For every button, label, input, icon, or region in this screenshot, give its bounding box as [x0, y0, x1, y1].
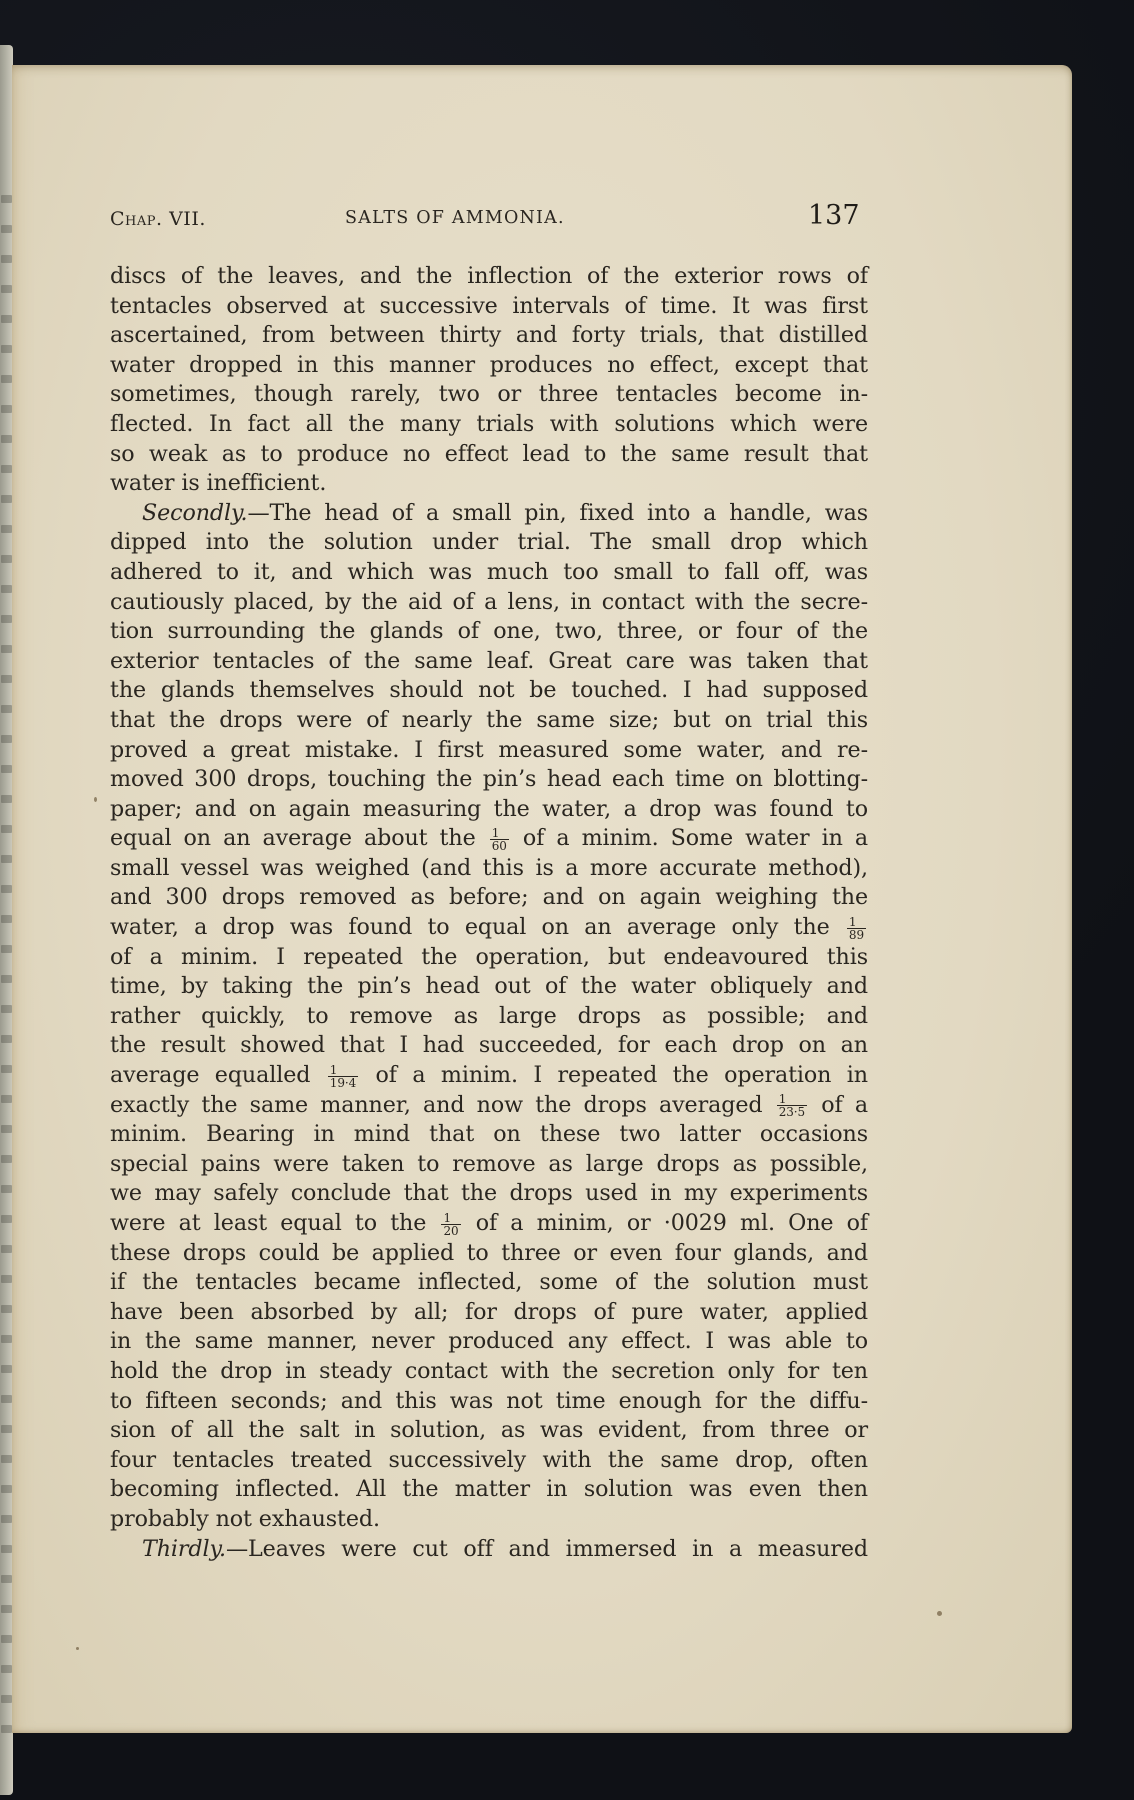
text-segment: to fifteen seconds; and this was not time enough for the diffu-	[110, 1387, 868, 1414]
ghost-text-line	[1, 825, 12, 833]
text-line	[110, 1505, 868, 1535]
text-segment: of a minim. I repeated the operation, but endeavoured this	[110, 943, 868, 970]
text-segment: sion of all the salt in solution, as was evident, from three or	[110, 1417, 868, 1444]
ghost-text-line	[1, 285, 12, 293]
ghost-text-line	[1, 1365, 12, 1373]
text-segment: of a	[809, 1091, 869, 1118]
body-text	[110, 262, 868, 1564]
fraction-numerator: 1	[490, 827, 509, 840]
text-segment: —The head of a small pin, fixed into a handle, was	[247, 499, 868, 526]
speck	[937, 1611, 942, 1616]
ghost-text-line	[1, 1485, 12, 1493]
text-segment: the glands themselves should not be touched. I had supposed	[110, 677, 868, 704]
ghost-text-line	[1, 705, 12, 713]
text-line	[110, 795, 868, 825]
text-line	[110, 528, 868, 558]
ghost-text-line	[1, 945, 12, 953]
fraction-denominator: 89	[848, 927, 864, 942]
text-line	[110, 765, 868, 795]
text-segment: we may safely conclude that the drops used in my experiments	[110, 1180, 868, 1207]
text-line	[110, 292, 868, 322]
ghost-text-line	[1, 1395, 12, 1403]
fraction-numerator: 1	[847, 916, 866, 929]
text-line	[110, 647, 868, 677]
ghost-text-line	[1, 555, 12, 563]
ghost-text-line	[1, 1575, 12, 1583]
ghost-text-line	[1, 1215, 12, 1223]
ghost-text-line	[1, 1425, 12, 1433]
text-segment: discs of the leaves, and the inflection of the exterior rows of	[110, 263, 868, 289]
ghost-text-line	[1, 435, 12, 443]
text-line	[110, 1327, 868, 1357]
ghost-text-line	[1, 1515, 12, 1523]
ghost-text-line	[1, 1605, 12, 1613]
text-line	[110, 1268, 868, 1298]
ghost-text-line	[1, 255, 12, 263]
ghost-text-line	[1, 675, 12, 683]
ghost-text-line	[1, 1545, 12, 1553]
fraction-numerator: 1	[328, 1064, 358, 1077]
fraction	[777, 1093, 807, 1118]
text-line	[110, 706, 868, 736]
fraction	[328, 1064, 358, 1089]
text-segment: water dropped in this manner produces no effect, except that	[110, 351, 868, 378]
chapter-label: Chap. VII.	[110, 208, 206, 230]
fraction-denominator: 20	[443, 1223, 459, 1238]
fraction	[490, 827, 509, 852]
text-line	[110, 1209, 868, 1239]
ghost-text-line	[1, 1155, 12, 1163]
text-line	[110, 913, 868, 943]
text-segment: adhered to it, and which was much too small to fall off, was	[110, 558, 868, 585]
text-segment: minim. Bearing in mind that on these two latter occasions	[110, 1121, 868, 1148]
fraction-denominator: 23·5	[778, 1105, 806, 1120]
text-line	[110, 469, 868, 499]
ghost-text-line	[1, 1005, 12, 1013]
speck	[76, 1647, 79, 1650]
text-line	[110, 321, 868, 351]
ghost-text-line	[1, 345, 12, 353]
text-line	[110, 1061, 868, 1091]
ghost-text-line	[1, 615, 12, 623]
ghost-text-line	[1, 735, 12, 743]
text-segment: flected. In fact all the many trials with solutions which were	[110, 410, 868, 437]
ghost-text-line	[1, 1305, 12, 1313]
text-segment: and 300 drops removed as before; and on again weighing the	[110, 884, 868, 911]
text-segment: sometimes, though rarely, two or three tentacles become in-	[110, 381, 868, 408]
ghost-text-line	[1, 465, 12, 473]
text-line	[110, 1120, 868, 1150]
text-line	[110, 854, 868, 884]
ghost-text-line	[1, 1335, 12, 1343]
text-segment: these drops could be applied to three or even four glands, and	[110, 1239, 868, 1266]
text-line	[110, 380, 868, 410]
text-segment: proved a great mistake. I first measured some water, and re-	[110, 736, 868, 763]
text-line	[110, 736, 868, 766]
ghost-text-line	[1, 1695, 12, 1703]
text-line	[110, 617, 868, 647]
ghost-text-line	[1, 1245, 12, 1253]
ghost-text-line	[1, 915, 12, 923]
ghost-text-line	[1, 1665, 12, 1673]
ghost-text-line	[1, 975, 12, 983]
text-line	[110, 410, 868, 440]
text-line	[110, 1179, 868, 1209]
text-line	[110, 558, 868, 588]
text-segment: exactly the same manner, and now the drops averaged	[110, 1091, 775, 1118]
ghost-text-line	[1, 1275, 12, 1283]
fraction-numerator: 1	[777, 1093, 807, 1106]
text-segment: special pains were taken to remove as large drops as possible,	[110, 1150, 868, 1177]
text-line	[110, 588, 868, 618]
text-line	[110, 440, 868, 470]
ghost-text-line	[1, 195, 12, 203]
paragraph-lead-in: Secondly.	[142, 499, 248, 526]
text-segment: water, a drop was found to equal on an average only the	[110, 914, 845, 941]
text-segment: average equalled	[110, 1062, 326, 1089]
text-line	[110, 972, 868, 1002]
speck	[94, 797, 97, 802]
ghost-text-line	[1, 1725, 12, 1733]
text-segment: tion surrounding the glands of one, two, three, or four of the	[110, 618, 868, 645]
running-title: SALTS OF AMMONIA.	[345, 208, 565, 228]
text-line	[110, 1357, 868, 1387]
text-line	[110, 883, 868, 913]
text-line	[110, 1002, 868, 1032]
text-segment: that the drops were of nearly the same size; but on trial this	[110, 706, 868, 733]
fraction	[441, 1212, 460, 1237]
text-segment: the result showed that I had succeeded, for each drop on an	[110, 1032, 868, 1059]
text-segment: so weak as to produce no effect lead to the same result that	[110, 440, 868, 467]
text-segment: probably not exhausted.	[110, 1505, 380, 1532]
ghost-text-line	[1, 495, 12, 503]
ghost-text-line	[1, 1185, 12, 1193]
text-line	[110, 1475, 868, 1505]
ghost-text-line	[1, 795, 12, 803]
text-segment: four tentacles treated successively with the same drop, often	[110, 1446, 868, 1473]
ghost-text-line	[1, 855, 12, 863]
ghost-text-line	[1, 765, 12, 773]
ghost-text-line	[1, 1035, 12, 1043]
page-number: 137	[808, 200, 860, 231]
ghost-text-line	[1, 375, 12, 383]
text-segment: ascertained, from between thirty and forty trials, that distilled	[110, 322, 868, 349]
text-segment: tentacles observed at successive intervals of time. It was first	[110, 292, 868, 319]
fraction	[847, 916, 866, 941]
text-line	[110, 262, 868, 292]
text-segment: small vessel was weighed (and this is a more accurate method),	[110, 854, 868, 881]
ghost-text-line	[1, 1635, 12, 1643]
text-line	[110, 351, 868, 381]
text-segment: rather quickly, to remove as large drops as possible; and	[110, 1002, 868, 1029]
text-segment: if the tentacles became inflected, some of the solution must	[110, 1269, 868, 1296]
text-line	[110, 1031, 868, 1061]
text-segment: cautiously placed, by the aid of a lens, in contact with the secre-	[110, 588, 868, 615]
text-segment: moved 300 drops, touching the pin’s head each time on blotting-	[110, 766, 868, 793]
fraction-denominator: 60	[491, 838, 507, 853]
ghost-text-line	[1, 1125, 12, 1133]
text-line	[110, 1150, 868, 1180]
text-line	[110, 824, 868, 854]
text-segment: hold the drop in steady contact with the secretion only for ten	[110, 1357, 868, 1384]
text-line	[110, 1387, 868, 1417]
text-segment: were at least equal to the	[110, 1210, 440, 1236]
text-segment: of a minim. I repeated the operation in	[360, 1062, 868, 1089]
running-head	[110, 200, 870, 236]
ghost-text-line	[1, 885, 12, 893]
ghost-text-line	[1, 525, 12, 533]
text-segment: of a minim. Some water in a	[510, 825, 868, 852]
text-segment: becoming inflected. All the matter in solution was even then	[110, 1476, 868, 1503]
text-line	[110, 1091, 868, 1121]
text-line	[110, 1416, 868, 1446]
text-segment: time, by taking the pin’s head out of the water obliquely and	[110, 973, 868, 1000]
fraction-denominator: 19·4	[329, 1075, 357, 1090]
fraction-numerator: 1	[441, 1212, 460, 1225]
ghost-text-line	[1, 405, 12, 413]
text-segment: —Leaves were cut off and immersed in a measured	[225, 1535, 868, 1562]
ghost-text-line	[1, 225, 12, 233]
text-line	[110, 1239, 868, 1269]
text-line	[110, 1535, 868, 1565]
text-segment: equal on an average about the	[110, 825, 488, 852]
ghost-text-line	[1, 1065, 12, 1073]
text-line	[110, 676, 868, 706]
text-segment: dipped into the solution under trial. The small drop which	[110, 529, 868, 556]
text-segment: paper; and on again measuring the water, a drop was found to	[110, 795, 868, 822]
ghost-text-line	[1, 585, 12, 593]
text-line	[110, 943, 868, 973]
text-line	[110, 499, 868, 529]
ghost-text-line	[1, 645, 12, 653]
text-segment: have been absorbed by all; for drops of pure water, applied	[110, 1298, 868, 1325]
ghost-text-line	[1, 315, 12, 323]
text-segment: water is inefficient.	[110, 470, 327, 497]
paragraph-lead-in: Thirdly.	[142, 1535, 226, 1562]
text-segment: in the same manner, never produced any effect. I was able to	[110, 1328, 868, 1355]
text-segment: of a minim, or ·0029 ml. One of	[462, 1210, 868, 1236]
text-segment: exterior tentacles of the same leaf. Great care was taken that	[110, 647, 868, 674]
text-line	[110, 1446, 868, 1476]
text-line	[110, 1298, 868, 1328]
ghost-text-line	[1, 1095, 12, 1103]
ghost-text-line	[1, 1455, 12, 1463]
